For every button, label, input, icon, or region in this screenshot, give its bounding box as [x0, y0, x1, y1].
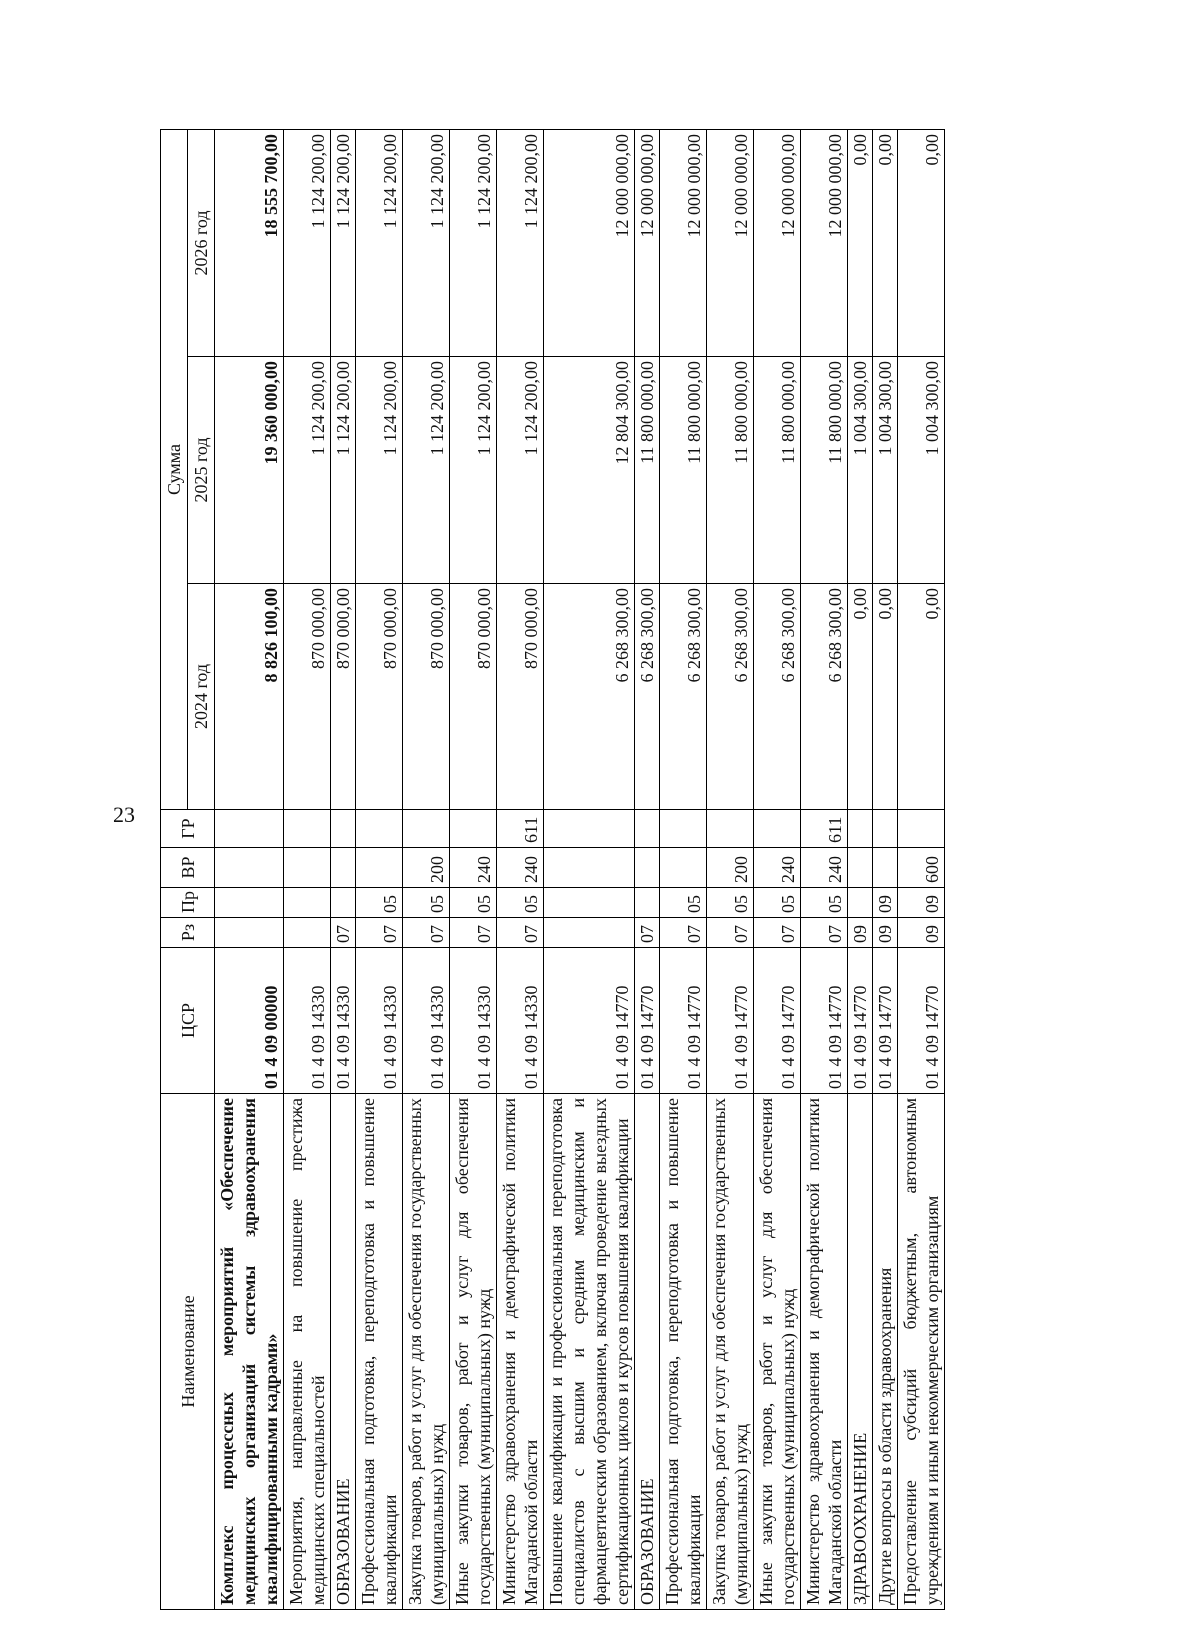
- row-vr: 200: [707, 848, 754, 888]
- header-pr: Пр: [161, 888, 215, 918]
- row-gr: 611: [497, 810, 544, 848]
- row-gr: [754, 810, 801, 848]
- row-pr: [848, 888, 873, 918]
- row-amount-2024: 870 000,00: [284, 584, 331, 810]
- row-pr: 09: [873, 888, 898, 918]
- row-csr: 01 4 09 00000: [215, 948, 284, 1094]
- row-pr: 05: [356, 888, 403, 918]
- header-rz: Рз: [161, 918, 215, 948]
- row-name: Иные закупки товаров, работ и услуг для обеспечения государственных (муниципальных) нужд: [754, 1094, 801, 1610]
- header-name: Наименование: [161, 1094, 215, 1610]
- row-amount-2026: 0,00: [873, 129, 898, 356]
- row-csr: 01 4 09 14770: [898, 948, 945, 1094]
- row-gr: [284, 810, 331, 848]
- row-csr: 01 4 09 14330: [331, 948, 356, 1094]
- table-row: [403, 129, 450, 1609]
- row-rz: [544, 918, 635, 948]
- row-csr: 01 4 09 14770: [660, 948, 707, 1094]
- table-row: [848, 129, 873, 1609]
- row-vr: 240: [497, 848, 544, 888]
- row-vr: 200: [403, 848, 450, 888]
- header-vr: ВР: [161, 848, 215, 888]
- row-amount-2025: 1 004 300,00: [898, 357, 945, 584]
- row-vr: [635, 848, 660, 888]
- row-gr: 611: [801, 810, 848, 848]
- row-vr: 240: [450, 848, 497, 888]
- table-row: [898, 129, 945, 1609]
- row-amount-2024: 6 268 300,00: [707, 584, 754, 810]
- row-amount-2024: 870 000,00: [497, 584, 544, 810]
- row-amount-2025: 1 124 200,00: [331, 357, 356, 584]
- row-amount-2024: 6 268 300,00: [660, 584, 707, 810]
- row-pr: [284, 888, 331, 918]
- row-rz: 09: [898, 918, 945, 948]
- row-rz: 07: [356, 918, 403, 948]
- table-row: [801, 129, 848, 1609]
- table-row: [873, 129, 898, 1609]
- row-amount-2025: 1 124 200,00: [284, 357, 331, 584]
- row-name: Министерство здравоохранения и демографической политики Магаданской области: [801, 1094, 848, 1610]
- row-vr: [284, 848, 331, 888]
- row-gr: [403, 810, 450, 848]
- page-number: 23: [113, 802, 135, 827]
- table-row: [707, 129, 754, 1609]
- row-amount-2025: 1 124 200,00: [403, 357, 450, 584]
- row-csr: 01 4 09 14330: [356, 948, 403, 1094]
- row-name: Министерство здравоохранения и демографической политики Магаданской области: [497, 1094, 544, 1610]
- row-amount-2026: 12 000 000,00: [635, 129, 660, 356]
- row-pr: 05: [754, 888, 801, 918]
- row-amount-2026: 12 000 000,00: [754, 129, 801, 356]
- row-name: Закупка товаров, работ и услуг для обеспечения государственных (муниципальных) нужд: [707, 1094, 754, 1610]
- row-pr: 05: [660, 888, 707, 918]
- row-rz: 07: [497, 918, 544, 948]
- row-name: Профессиональная подготовка, переподготовка и повышение квалификации: [356, 1094, 403, 1610]
- row-rz: 07: [801, 918, 848, 948]
- row-vr: 600: [898, 848, 945, 888]
- table-row: [215, 129, 284, 1609]
- row-vr: [544, 848, 635, 888]
- header-gr: ГР: [161, 810, 215, 848]
- row-amount-2024: 6 268 300,00: [754, 584, 801, 810]
- row-amount-2025: 1 124 200,00: [497, 357, 544, 584]
- table-row: [331, 129, 356, 1609]
- row-amount-2024: 6 268 300,00: [544, 584, 635, 810]
- row-amount-2026: 12 000 000,00: [707, 129, 754, 356]
- row-amount-2026: 12 000 000,00: [544, 129, 635, 356]
- row-gr: [898, 810, 945, 848]
- row-amount-2024: 0,00: [848, 584, 873, 810]
- row-amount-2024: 6 268 300,00: [801, 584, 848, 810]
- row-rz: 07: [707, 918, 754, 948]
- row-pr: 05: [497, 888, 544, 918]
- table-row: [450, 129, 497, 1609]
- row-amount-2025: 11 800 000,00: [801, 357, 848, 584]
- row-name: Мероприятия, направленные на повышение престижа медицинских специальностей: [284, 1094, 331, 1610]
- row-gr: [635, 810, 660, 848]
- header-csr: ЦСР: [161, 948, 215, 1094]
- row-gr: [356, 810, 403, 848]
- row-name: Другие вопросы в области здравоохранения: [873, 1094, 898, 1610]
- row-vr: [660, 848, 707, 888]
- row-pr: 05: [450, 888, 497, 918]
- row-gr: [873, 810, 898, 848]
- row-name: Повышение квалификации и профессиональная переподготовка специалистов с высшим и средним медицинским и фармацевтическим образованием, включая проведение выездных сертификационных циклов и курсов повышения квалификации: [544, 1094, 635, 1610]
- row-amount-2026: 1 124 200,00: [403, 129, 450, 356]
- row-csr: 01 4 09 14770: [707, 948, 754, 1094]
- row-rz: 07: [450, 918, 497, 948]
- row-pr: [215, 888, 284, 918]
- row-amount-2025: 11 800 000,00: [707, 357, 754, 584]
- header-2025: 2025 год: [188, 357, 215, 584]
- row-rz: 07: [331, 918, 356, 948]
- row-vr: 240: [801, 848, 848, 888]
- row-vr: [873, 848, 898, 888]
- row-name: Закупка товаров, работ и услуг для обеспечения государственных (муниципальных) нужд: [403, 1094, 450, 1610]
- row-vr: [848, 848, 873, 888]
- table-row: [284, 129, 331, 1609]
- row-csr: 01 4 09 14770: [873, 948, 898, 1094]
- row-amount-2024: 0,00: [873, 584, 898, 810]
- header-row-1: [161, 129, 188, 1609]
- row-amount-2025: 19 360 000,00: [215, 357, 284, 584]
- row-amount-2026: 12 000 000,00: [660, 129, 707, 356]
- row-pr: 05: [801, 888, 848, 918]
- budget-table: [160, 129, 945, 1610]
- row-pr: 05: [707, 888, 754, 918]
- row-amount-2026: 0,00: [898, 129, 945, 356]
- row-gr: [660, 810, 707, 848]
- row-pr: [331, 888, 356, 918]
- row-name: ОБРАЗОВАНИЕ: [331, 1094, 356, 1610]
- row-rz: 07: [635, 918, 660, 948]
- row-amount-2026: 18 555 700,00: [215, 129, 284, 356]
- row-pr: [635, 888, 660, 918]
- row-csr: 01 4 09 14770: [544, 948, 635, 1094]
- row-amount-2025: 12 804 300,00: [544, 357, 635, 584]
- row-amount-2026: 1 124 200,00: [497, 129, 544, 356]
- row-amount-2026: 1 124 200,00: [450, 129, 497, 356]
- row-csr: 01 4 09 14770: [801, 948, 848, 1094]
- row-gr: [848, 810, 873, 848]
- row-csr: 01 4 09 14770: [754, 948, 801, 1094]
- row-rz: 09: [873, 918, 898, 948]
- row-name: ОБРАЗОВАНИЕ: [635, 1094, 660, 1610]
- row-gr: [215, 810, 284, 848]
- row-amount-2025: 1 124 200,00: [356, 357, 403, 584]
- row-name: Профессиональная подготовка, переподготовка и повышение квалификации: [660, 1094, 707, 1610]
- row-name: Комплекс процессных мероприятий «Обеспечение медицинских организаций системы здравоохранения квалифицированными кадрами»: [215, 1094, 284, 1610]
- row-pr: 09: [898, 888, 945, 918]
- row-name: Предоставление субсидий бюджетным, автономным учреждениям и иным некоммерческим организациям: [898, 1094, 945, 1610]
- row-pr: [544, 888, 635, 918]
- row-name: ЗДРАВООХРАНЕНИЕ: [848, 1094, 873, 1610]
- row-amount-2024: 870 000,00: [331, 584, 356, 810]
- row-name: Иные закупки товаров, работ и услуг для обеспечения государственных (муниципальных) нужд: [450, 1094, 497, 1610]
- row-csr: 01 4 09 14770: [848, 948, 873, 1094]
- row-gr: [450, 810, 497, 848]
- row-amount-2024: 870 000,00: [356, 584, 403, 810]
- row-amount-2026: 12 000 000,00: [801, 129, 848, 356]
- row-rz: 07: [403, 918, 450, 948]
- table-row: [754, 129, 801, 1609]
- row-amount-2025: 11 800 000,00: [754, 357, 801, 584]
- row-rz: 09: [848, 918, 873, 948]
- table-row: [544, 129, 635, 1609]
- table-row: [356, 129, 403, 1609]
- row-pr: 05: [403, 888, 450, 918]
- table-row: [497, 129, 544, 1609]
- row-amount-2026: 1 124 200,00: [356, 129, 403, 356]
- row-rz: 07: [754, 918, 801, 948]
- row-amount-2025: 1 004 300,00: [873, 357, 898, 584]
- header-2026: 2026 год: [188, 129, 215, 356]
- row-vr: [215, 848, 284, 888]
- table-row: [635, 129, 660, 1609]
- row-csr: 01 4 09 14330: [284, 948, 331, 1094]
- row-amount-2025: 11 800 000,00: [635, 357, 660, 584]
- row-csr: 01 4 09 14770: [635, 948, 660, 1094]
- row-amount-2024: 0,00: [898, 584, 945, 810]
- header-2024: 2024 год: [188, 584, 215, 810]
- row-amount-2024: 6 268 300,00: [635, 584, 660, 810]
- row-vr: [331, 848, 356, 888]
- row-amount-2024: 870 000,00: [403, 584, 450, 810]
- row-csr: 01 4 09 14330: [450, 948, 497, 1094]
- row-csr: 01 4 09 14330: [403, 948, 450, 1094]
- row-rz: 07: [660, 918, 707, 948]
- row-amount-2026: 1 124 200,00: [331, 129, 356, 356]
- row-amount-2025: 1 124 200,00: [450, 357, 497, 584]
- table-body: [215, 129, 945, 1609]
- row-csr: 01 4 09 14330: [497, 948, 544, 1094]
- rotated-table-wrapper: [160, 130, 1100, 1610]
- row-amount-2026: 1 124 200,00: [284, 129, 331, 356]
- row-amount-2025: 1 004 300,00: [848, 357, 873, 584]
- row-gr: [544, 810, 635, 848]
- row-rz: [215, 918, 284, 948]
- header-sum: Сумма: [161, 129, 188, 809]
- row-gr: [707, 810, 754, 848]
- row-gr: [331, 810, 356, 848]
- row-vr: 240: [754, 848, 801, 888]
- row-amount-2024: 870 000,00: [450, 584, 497, 810]
- row-vr: [356, 848, 403, 888]
- row-amount-2026: 0,00: [848, 129, 873, 356]
- row-rz: [284, 918, 331, 948]
- row-amount-2024: 8 826 100,00: [215, 584, 284, 810]
- row-amount-2025: 11 800 000,00: [660, 357, 707, 584]
- table-row: [660, 129, 707, 1609]
